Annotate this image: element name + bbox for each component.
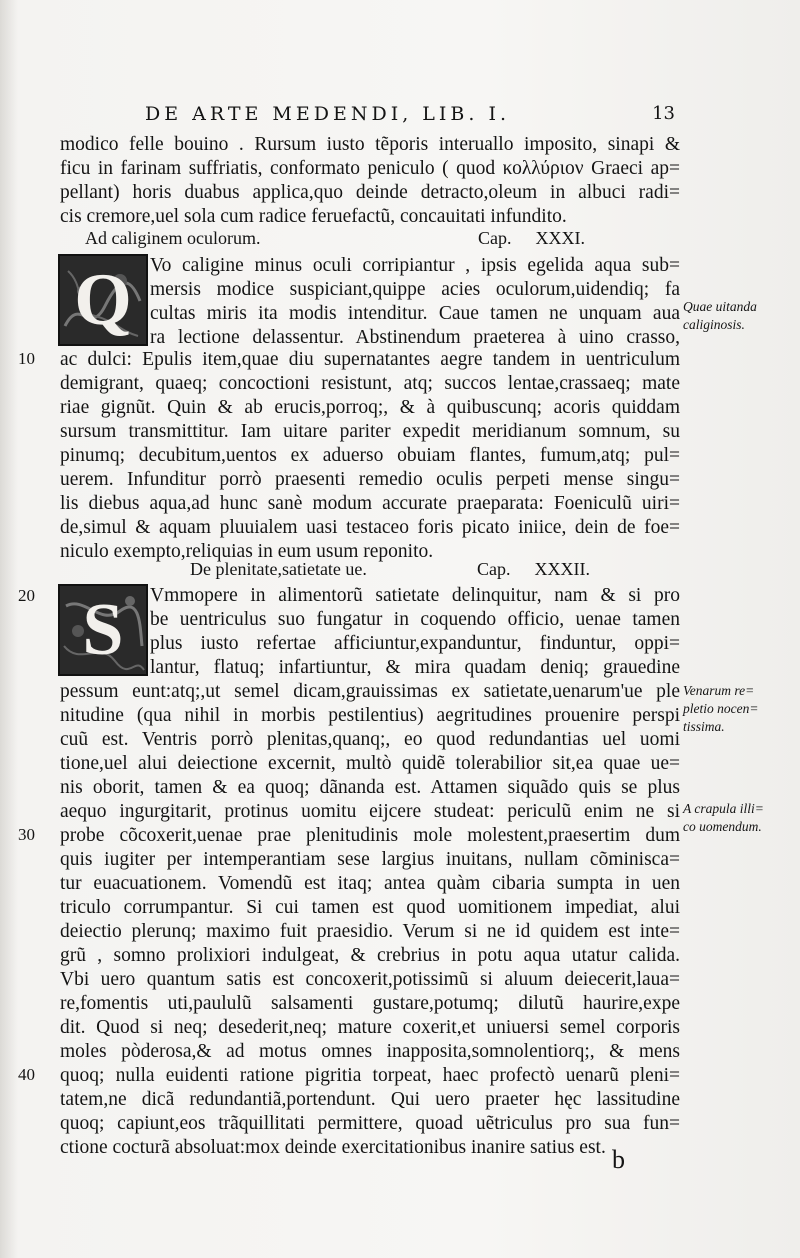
text-line: re,fomentis uti,paululũ salsamenti gustare,potumq; dilutũ haurire,expe xyxy=(60,993,680,1014)
initial-letter: S xyxy=(82,589,124,671)
marginal-note: Quae uitanda caliginosis. xyxy=(683,299,757,332)
chapter-number: XXXI. xyxy=(535,228,585,248)
text-line: Vbi uero quantum satis est concoxerit,potissimũ si aluum deiecerit,laua= xyxy=(60,969,680,990)
chapter-heading-31 xyxy=(85,228,585,249)
text-line: cis cremore,uel sola cum radice feruefactũ, concauitati infundito. xyxy=(60,206,567,227)
text-line: aequo ingurgitarit, protinus uomitu eijcere studeat: periculũ enim ne si xyxy=(60,801,680,822)
text-line: de,simul & aquam pluuialem uasi testaceo foris picato iniice, dein de foe= xyxy=(60,517,680,538)
text-line: probe cõcoxerit,uenae prae plenitudinis mole molestent,praesertim dum xyxy=(60,825,680,846)
marginal-note: A crapula illi= co uomendum. xyxy=(683,801,764,834)
decorated-initial xyxy=(58,584,148,676)
text-line: sursum transmittitur. Iam uitare pariter expedit meridianum somnum, su xyxy=(60,421,680,442)
text-line: cuũ est. Ventris porrò plenitas,quanq;, eo quod redundantias uel uomi xyxy=(60,729,680,750)
text-line: Vmmopere in alimentorũ satietate delinquitur, nam & si pro xyxy=(150,585,680,606)
text-line: quoq; nulla euidenti ratione pigritia torpeat, haec profectò uenarũ pleni= xyxy=(60,1065,680,1086)
chapter-number: XXXII. xyxy=(534,559,590,579)
page-number: 13 xyxy=(652,103,675,124)
text-line: grũ , somno prolixiori indulgeat, & crebrius in potu aqua utatur calida. xyxy=(60,945,680,966)
line-number: 30 xyxy=(18,825,35,844)
text-line: pellant) horis duabus applica,quo deinde detracto,oleum in albuci radi= xyxy=(60,182,680,203)
signature-mark: b xyxy=(612,1145,625,1174)
text-line: deiectio plerunq; maximo fuit praesidio. Verum si ne id quidem est inte= xyxy=(60,921,680,942)
line-number: 40 xyxy=(18,1065,35,1084)
text-line: ra lectione delassentur. Abstinendum praeterea à uino crasso, xyxy=(150,327,680,348)
running-title: DE ARTE MEDENDI, LIB. I. xyxy=(145,103,510,125)
chapter-label: Cap. xyxy=(478,228,512,248)
text-line: ficu in farinam suffriatis, conformato peniculo ( quod κολλύριον Graeci ap= xyxy=(60,158,680,179)
line-number: 20 xyxy=(18,586,35,605)
text-line: Vo caligine minus oculi corripiantur , ipsis egelida aqua sub= xyxy=(150,255,680,276)
text-line: ac dulci: Epulis item,quae diu supernatantes aegre tandem in uentriculum xyxy=(60,349,680,370)
line-number: 10 xyxy=(18,349,35,368)
text-line: plus iusto refertae afficiuntur,expanduntur, finduntur, oppi= xyxy=(150,633,680,654)
text-line: cultas miris ita modis intenditur. Caue tamen ne unquam aua xyxy=(150,303,680,324)
text-line: pessum eunt:atq;,ut semel dicam,grauissimas ex satietate,uenarum'ue ple xyxy=(60,681,680,702)
text-line: quoq; capiunt,eos trãquillitati permittere, quoad uẽtriculus pro sua fun= xyxy=(60,1113,680,1134)
running-header xyxy=(145,103,675,125)
text-line: moles pòderosa,& ad motus omnes inapposita,somnolentiorq;, & mens xyxy=(60,1041,680,1062)
text-line: tur euacuationem. Vomendũ est itaq; antea quàm cibaria sumpta in uen xyxy=(60,873,680,894)
text-line: modico felle bouino . Rursum iusto tẽporis interuallo imposito, sinapi & xyxy=(60,134,680,155)
text-line: tione,uel alui deiectione excernit, multò quidẽ tolerabilior sit,ea quae ue= xyxy=(60,753,680,774)
text-line: dit. Quod si neq; desederit,neq; mature coxerit,et uniuersi semel corporis xyxy=(60,1017,680,1038)
text-line: triculo corrumpantur. Si cui tamen est quod uomitionem impediat, alui xyxy=(60,897,680,918)
marginal-note: Venarum re= pletio nocen= tissima. xyxy=(683,683,759,734)
decorated-initial xyxy=(58,254,148,346)
chapter-heading-32 xyxy=(190,559,590,580)
chapter-label: Cap. xyxy=(477,559,511,579)
chapter-title: Ad caliginem oculorum. xyxy=(85,228,261,248)
text-line: niculo exempto,reliquias in eum usum reponito. xyxy=(60,541,434,562)
text-line: lantur, flatuq; infartiuntur, & mira quadam deniq; grauedine xyxy=(150,657,680,678)
text-line: be uentriculus suo fungatur in coquendo officio, uenae tamen xyxy=(150,609,680,630)
text-line: ctione cocturã absoluat:mox deinde exercitationibus inanire satius est. xyxy=(60,1137,606,1158)
text-line: demigrant, quaeq; concoctioni resistunt, atq; succos lentae,crassaeq; mate xyxy=(60,373,680,394)
text-line: nis oborit, tamen & ea quoq; dãnanda est. Attamen siquãdo quis se plus xyxy=(60,777,680,798)
text-line: nitudine (qua nihil in morbis pestilentius) aegritudines prouenire perspi xyxy=(60,705,680,726)
chapter-title: De plenitate,satietate ue. xyxy=(190,559,367,579)
text-line: quis iugiter per intemperantiam sese largius inuitans, nullam cõminisca= xyxy=(60,849,680,870)
text-line: mersis modice suspiciant,quippe acies oculorum,uidendiq; fa xyxy=(150,279,680,300)
text-line: pinumq; decubitum,uentos ex aduerso obuiam flantes, fumum,atq; pul= xyxy=(60,445,680,466)
initial-letter: Q xyxy=(74,259,132,341)
text-line: riae gignũt. Quin & ab erucis,porroq;, & à quibuscunq; acoris quiddam xyxy=(60,397,680,418)
text-line: tatem,ne dicã redundantiã,portendunt. Qui uero praeter hęc lassitudine xyxy=(60,1089,680,1110)
text-line: uerem. Infunditur porrò praesenti remedio oculis perpeti mense singu= xyxy=(60,469,680,490)
text-line: lis diebus aqua,ad hunc sanè modum accurate praeparata: Foeniculũ uiri= xyxy=(60,493,680,514)
